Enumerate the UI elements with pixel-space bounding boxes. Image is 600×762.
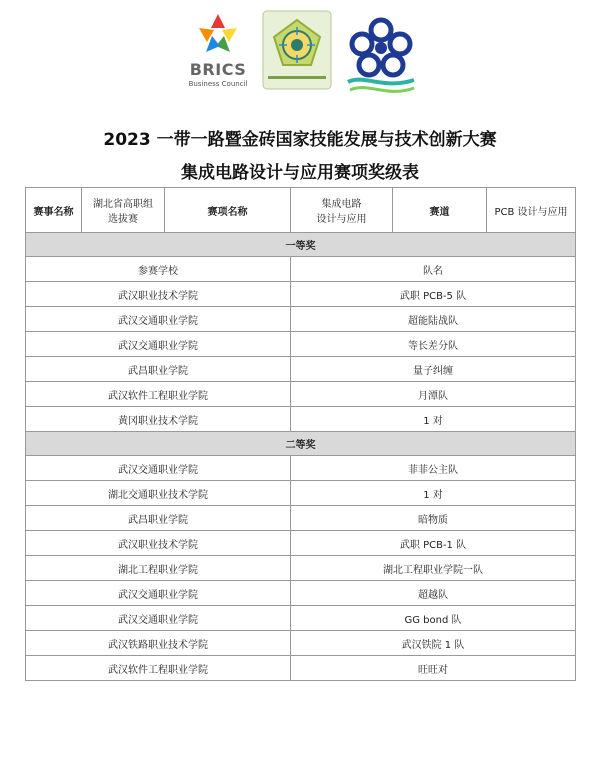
bri-flower-logo — [344, 10, 418, 98]
table-row — [26, 481, 576, 506]
school-cell: 武昌职业学院 — [26, 357, 291, 382]
team-cell: 1 对 — [291, 407, 576, 432]
table-row — [26, 531, 576, 556]
first-prize-label: 一等奖 — [26, 233, 576, 257]
team-cell: 超能陆战队 — [291, 307, 576, 332]
team-cell: 暗物质 — [291, 506, 576, 531]
table-row — [26, 606, 576, 631]
school-cell: 武汉软件工程职业学院 — [26, 382, 291, 407]
table-row — [26, 332, 576, 357]
team-cell: 1 对 — [291, 481, 576, 506]
brics-wordmark: BRICS — [189, 60, 247, 79]
second-prize-heading — [26, 432, 576, 456]
team-cell: 超越队 — [291, 581, 576, 606]
team-cell: GG bond 队 — [291, 606, 576, 631]
school-cell: 武汉交通职业学院 — [26, 606, 291, 631]
flower-emblem-icon — [344, 10, 418, 98]
team-cell: 菲菲公主队 — [291, 456, 576, 481]
team-cell: 等长差分队 — [291, 332, 576, 357]
team-cell: 武职 PCB-5 队 — [291, 282, 576, 307]
school-cell: 湖北工程职业学院 — [26, 556, 291, 581]
school-cell: 武汉交通职业学院 — [26, 456, 291, 481]
school-cell: 黄冈职业技术学院 — [26, 407, 291, 432]
team-cell: 湖北工程职业学院一队 — [291, 556, 576, 581]
table-row — [26, 382, 576, 407]
table-row — [26, 456, 576, 481]
contest-emblem-logo — [262, 10, 332, 98]
table-row — [26, 506, 576, 531]
brics-logo — [188, 10, 248, 100]
track-value: PCB 设计与应用 — [487, 188, 576, 233]
school-cell: 武汉软件工程职业学院 — [26, 656, 291, 681]
col-school-header: 参赛学校 — [26, 257, 291, 282]
item-value: 集成电路 设计与应用 — [291, 188, 393, 233]
event-value: 湖北省高职组 选拔赛 — [82, 188, 165, 233]
school-cell: 湖北交通职业技术学院 — [26, 481, 291, 506]
team-cell: 量子纠缠 — [291, 357, 576, 382]
logo-bar — [0, 10, 600, 102]
contest-emblem-icon — [262, 10, 332, 98]
school-cell: 武汉职业技术学院 — [26, 282, 291, 307]
first-prize-heading — [26, 233, 576, 257]
school-cell: 武汉职业技术学院 — [26, 531, 291, 556]
page-subtitle: 集成电路设计与应用赛项奖级表 — [181, 163, 419, 183]
school-cell: 武汉交通职业学院 — [26, 581, 291, 606]
school-cell: 武汉交通职业学院 — [26, 307, 291, 332]
page-title: 2023 一带一路暨金砖国家技能发展与技术创新大赛 — [103, 130, 497, 150]
table-row — [26, 581, 576, 606]
table-row — [26, 656, 576, 681]
school-cell: 武昌职业学院 — [26, 506, 291, 531]
brics-subtitle: Business Council — [188, 80, 248, 88]
header-row — [26, 188, 576, 233]
table-row — [26, 357, 576, 382]
table-row — [26, 282, 576, 307]
team-cell: 月潭队 — [291, 382, 576, 407]
table-row — [26, 407, 576, 432]
table-row — [26, 631, 576, 656]
item-label: 赛项名称 — [165, 188, 291, 233]
column-header-row — [26, 257, 576, 282]
team-cell: 武职 PCB-1 队 — [291, 531, 576, 556]
table-row — [26, 307, 576, 332]
brics-star-icon — [188, 10, 248, 60]
table-row — [26, 556, 576, 581]
team-cell: 旺旺对 — [291, 656, 576, 681]
team-cell: 武汉铁院 1 队 — [291, 631, 576, 656]
school-cell: 武汉铁路职业技术学院 — [26, 631, 291, 656]
event-label: 赛事名称 — [26, 188, 82, 233]
second-prize-label: 二等奖 — [26, 432, 576, 456]
school-cell: 武汉交通职业学院 — [26, 332, 291, 357]
awards-table — [25, 187, 576, 681]
col-team-header: 队名 — [291, 257, 576, 282]
track-label: 赛道 — [393, 188, 487, 233]
